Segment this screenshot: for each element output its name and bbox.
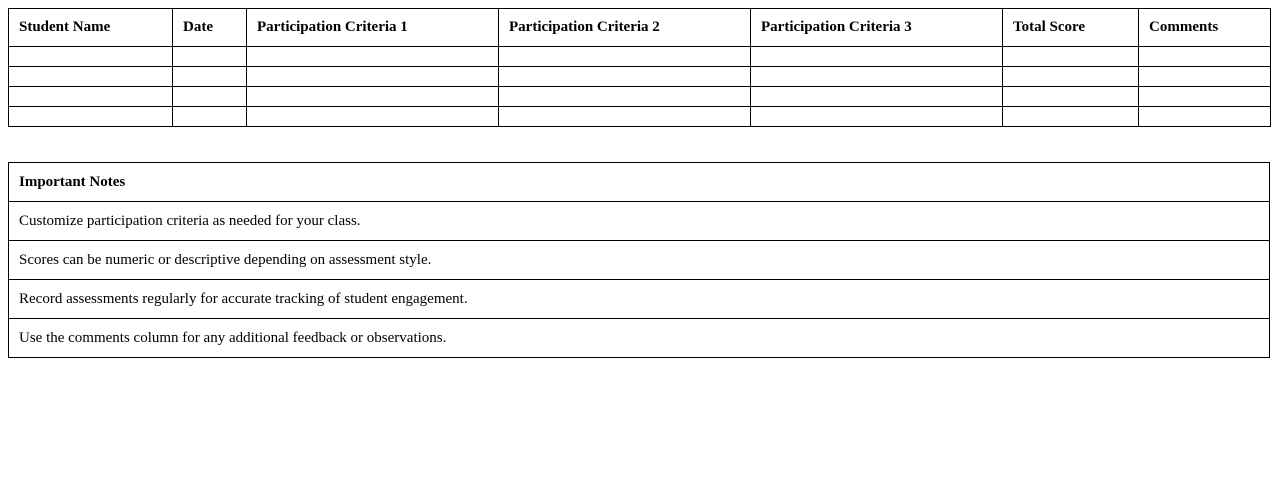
table-cell: [247, 107, 499, 127]
table-cell: [9, 47, 173, 67]
table-cell: [751, 107, 1003, 127]
table-cell: [751, 87, 1003, 107]
table-cell: [751, 67, 1003, 87]
note-item: Use the comments column for any additional feedback or observations.: [9, 319, 1270, 358]
table-row: [9, 87, 1271, 107]
table-cell: [499, 47, 751, 67]
table-cell: [9, 67, 173, 87]
note-row: [9, 319, 1270, 358]
table-cell: [1139, 47, 1271, 67]
important-notes-table: [8, 162, 1270, 358]
note-row: [9, 280, 1270, 319]
table-cell: [1139, 107, 1271, 127]
table-cell: [247, 47, 499, 67]
table-cell: [1003, 87, 1139, 107]
table-row: [9, 107, 1271, 127]
table-cell: [1003, 107, 1139, 127]
notes-heading: Important Notes: [9, 163, 1270, 202]
table-cell: [499, 67, 751, 87]
note-row: [9, 202, 1270, 241]
header-row: [9, 9, 1271, 47]
table-cell: [173, 67, 247, 87]
note-item: Customize participation criteria as needed for your class.: [9, 202, 1270, 241]
table-cell: [1003, 67, 1139, 87]
note-item: Record assessments regularly for accurate tracking of student engagement.: [9, 280, 1270, 319]
table-cell: [173, 107, 247, 127]
table-cell: [247, 67, 499, 87]
header-criteria-1: Participation Criteria 1: [247, 9, 499, 47]
notes-heading-row: [9, 163, 1270, 202]
table-cell: [173, 87, 247, 107]
table-cell: [499, 87, 751, 107]
header-total-score: Total Score: [1003, 9, 1139, 47]
table-cell: [1003, 47, 1139, 67]
header-criteria-2: Participation Criteria 2: [499, 9, 751, 47]
table-cell: [499, 107, 751, 127]
table-cell: [751, 47, 1003, 67]
table-cell: [247, 87, 499, 107]
table-cell: [1139, 67, 1271, 87]
table-cell: [1139, 87, 1271, 107]
participation-assessment-table: [8, 8, 1271, 127]
header-criteria-3: Participation Criteria 3: [751, 9, 1003, 47]
table-row: [9, 47, 1271, 67]
note-item: Scores can be numeric or descriptive depending on assessment style.: [9, 241, 1270, 280]
table-cell: [9, 107, 173, 127]
header-student-name: Student Name: [9, 9, 173, 47]
header-comments: Comments: [1139, 9, 1271, 47]
table-row: [9, 67, 1271, 87]
header-date: Date: [173, 9, 247, 47]
note-row: [9, 241, 1270, 280]
table-cell: [173, 47, 247, 67]
table-cell: [9, 87, 173, 107]
